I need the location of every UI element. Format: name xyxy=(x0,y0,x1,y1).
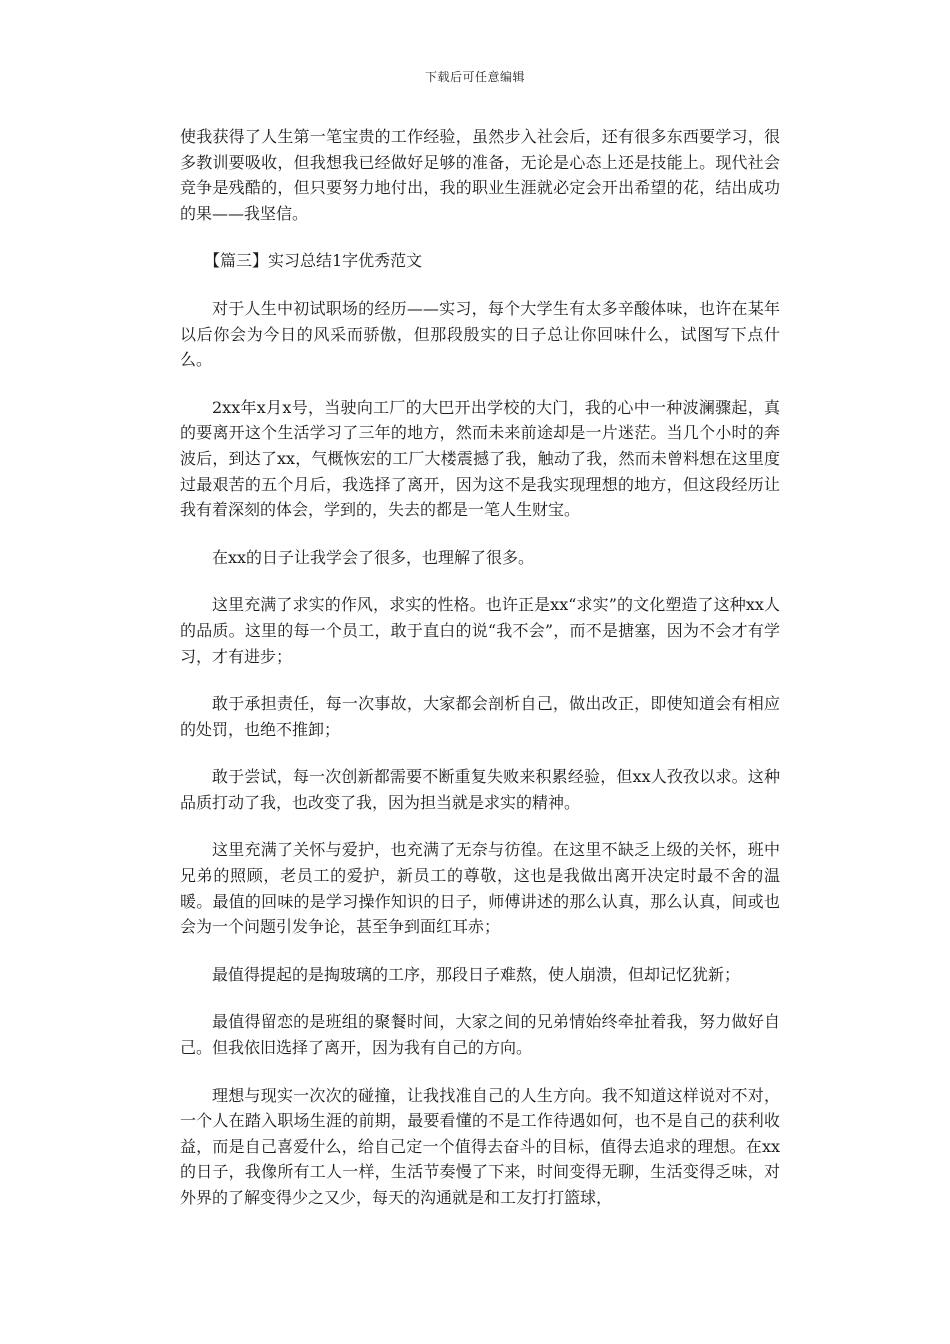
paragraph: 对于人生中初试职场的经历——实习，每个大学生有太多辛酸体味，也许在某年以后你会为今日的风采而骄傲，但那段殷实的日子总让你回味什么，试图写下点什么。 xyxy=(180,298,780,370)
paragraph-continuation: 使我获得了人生第一笔宝贵的工作经验，虽然步入社会后，还有很多东西要学习，很多教训要吸收，但我想我已经做好足够的准备，无论是心态上还是技能上。现代社会竞争是残酷的，但只要努力地付出，我的职业生涯就必定会开出希望的花，结出成功的果——我坚信。 xyxy=(180,127,780,223)
paragraph: 敢于承担责任，每一次事故，大家都会剖析自己，做出改正，即使知道会有相应的处罚，也绝不推卸； xyxy=(180,694,780,739)
paragraph: 最值得提起的是掏玻璃的工序，那段日子难熬，使人崩溃，但却记忆犹新； xyxy=(212,964,741,984)
section-title: 【篇三】实习总结1字优秀范文 xyxy=(204,251,423,271)
paragraph: 在xx的日子让我学会了很多，也理解了很多。 xyxy=(212,547,535,567)
paragraph: 这里充满了求实的作风，求实的性格。也许正是xx“求实”的文化塑造了这种xx人的品质。这里的每一个员工，敢于直白的说“我不会”，而不是搪塞，因为不会才有学习，才有进步； xyxy=(180,595,780,666)
page-header: 下载后可任意编辑 xyxy=(424,70,525,84)
paragraph: 敢于尝试，每一次创新都需要不断重复失败来积累经验，但xx人孜孜以求。这种品质打动了我，也改变了我，因为担当就是求实的精神。 xyxy=(180,767,780,812)
paragraph: 这里充满了关怀与爱护，也充满了无奈与彷徨。在这里不缺乏上级的关怀，班中兄弟的照顾，老员工的爱护，新员工的尊敬，这也是我做出离开决定时最不舍的温暖。最值的回味的是学习操作知识的日子，师傅讲述的那么认真，那么认真，间或也会为一个问题引发争论，甚至争到面红耳赤； xyxy=(180,840,780,937)
paragraph: 理想与现实一次次的碰撞，让我找准自己的人生方向。我不知道这样说对不对，一个人在踏入职场生涯的前期，最要看懂的不是工作待遇如何，也不是自己的获利收益，而是自己喜爱什么，给自己定一个值得去奋斗的目标，值得去追求的理想。在xx的日子，我像所有工人一样，生活节奏慢了下来，时间变得无聊，生活变得乏味，对外界的了解变得少之又少，每天的沟通就是和工友打打篮球， xyxy=(180,1085,780,1207)
document-body xyxy=(180,124,780,1233)
paragraph: 2xx年x月x号，当驶向工厂的大巴开出学校的大门，我的心中一种波澜骤起，真的要离开这个生活学习了三年的地方，然而未来前途却是一片迷茫。当几个小时的奔波后，到达了xx，气概恢宏的工厂大楼震撼了我，触动了我，然而未曾料想在这里度过最艰苦的五个月后，我选择了离开，因为这不是我实现理想的地方，但这段经历让我有着深刻的体会，学到的，失去的都是一笔人生财宝。 xyxy=(180,397,780,520)
paragraph: 最值得留恋的是班组的聚餐时间，大家之间的兄弟情始终牵扯着我，努力做好自己。但我依旧选择了离开，因为我有自己的方向。 xyxy=(180,1012,780,1058)
